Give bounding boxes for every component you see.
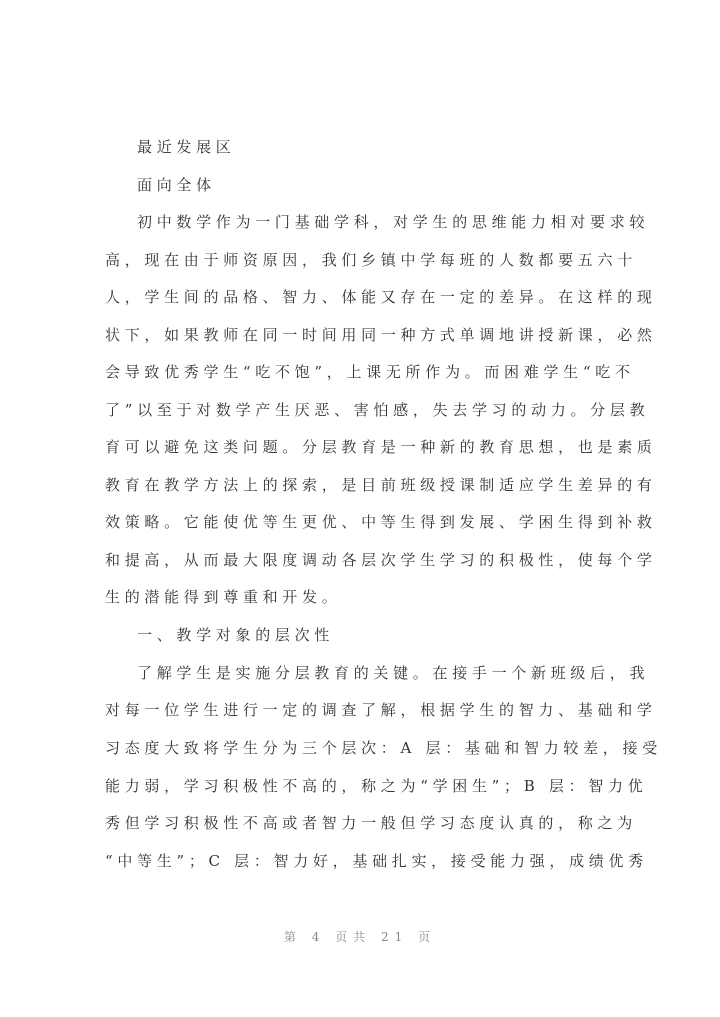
paragraph-line: 对每一位学生进行一定的调查了解，根据学生的智力、基础和学 (105, 701, 657, 719)
paragraph-line: 效策略。它能使优等生更优、中等生得到发展、学困生得到补救 (105, 513, 657, 531)
paragraph-line: 初中数学作为一门基础学科，对学生的思维能力相对要求较 (137, 213, 650, 231)
paragraph-line: 了解学生是实施分层教育的关键。在接手一个新班级后，我 (137, 664, 650, 682)
paragraph-line: 高，现在由于师资原因，我们乡镇中学每班的人数都要五六十 (105, 251, 637, 269)
paragraph-line: 秀但学习积极性不高或者智力一般但学习态度认真的，称之为 (105, 814, 637, 832)
paragraph-line: 教育在教学方法上的探索，是目前班级授课制适应学生差异的有 (105, 476, 657, 494)
paragraph-line: “中等生”；C 层：智力好，基础扎实，接受能力强，成绩优秀 (105, 852, 648, 870)
paragraph-line: 育可以避免这类问题。分层教育是一种新的教育思想，也是素质 (105, 438, 657, 456)
section-heading: 一、教学对象的层次性 (137, 626, 335, 644)
paragraph-line: 会导致优秀学生“吃不饱”，上课无所作为。而困难学生“吃不 (105, 363, 635, 381)
paragraph-line: 生的潜能得到尊重和开发。 (105, 588, 342, 606)
paragraph-line: 状下，如果教师在同一时间用同一种方式单调地讲授新课，必然 (105, 326, 657, 344)
paragraph-line: 习态度大致将学生分为三个层次：A 层：基础和智力较差，接受 (105, 739, 662, 757)
paragraph-line: 人，学生间的品格、智力、体能又存在一定的差异。在这样的现 (105, 288, 657, 306)
paragraph-line: 能力弱，学习积极性不高的，称之为“学困生”；B 层：智力优 (105, 777, 648, 795)
paragraph-line: 和提高，从而最大限度调动各层次学生学习的积极性，使每个学 (105, 551, 657, 569)
heading-all-students: 面向全体 (137, 176, 216, 194)
heading-zone-of-proximal-development: 最近发展区 (137, 138, 236, 156)
page-number-footer: 第 4 页共 21 页 (283, 930, 437, 944)
paragraph-line: 了”以至于对数学产生厌恶、害怕感，失去学习的动力。分层教 (105, 401, 650, 419)
